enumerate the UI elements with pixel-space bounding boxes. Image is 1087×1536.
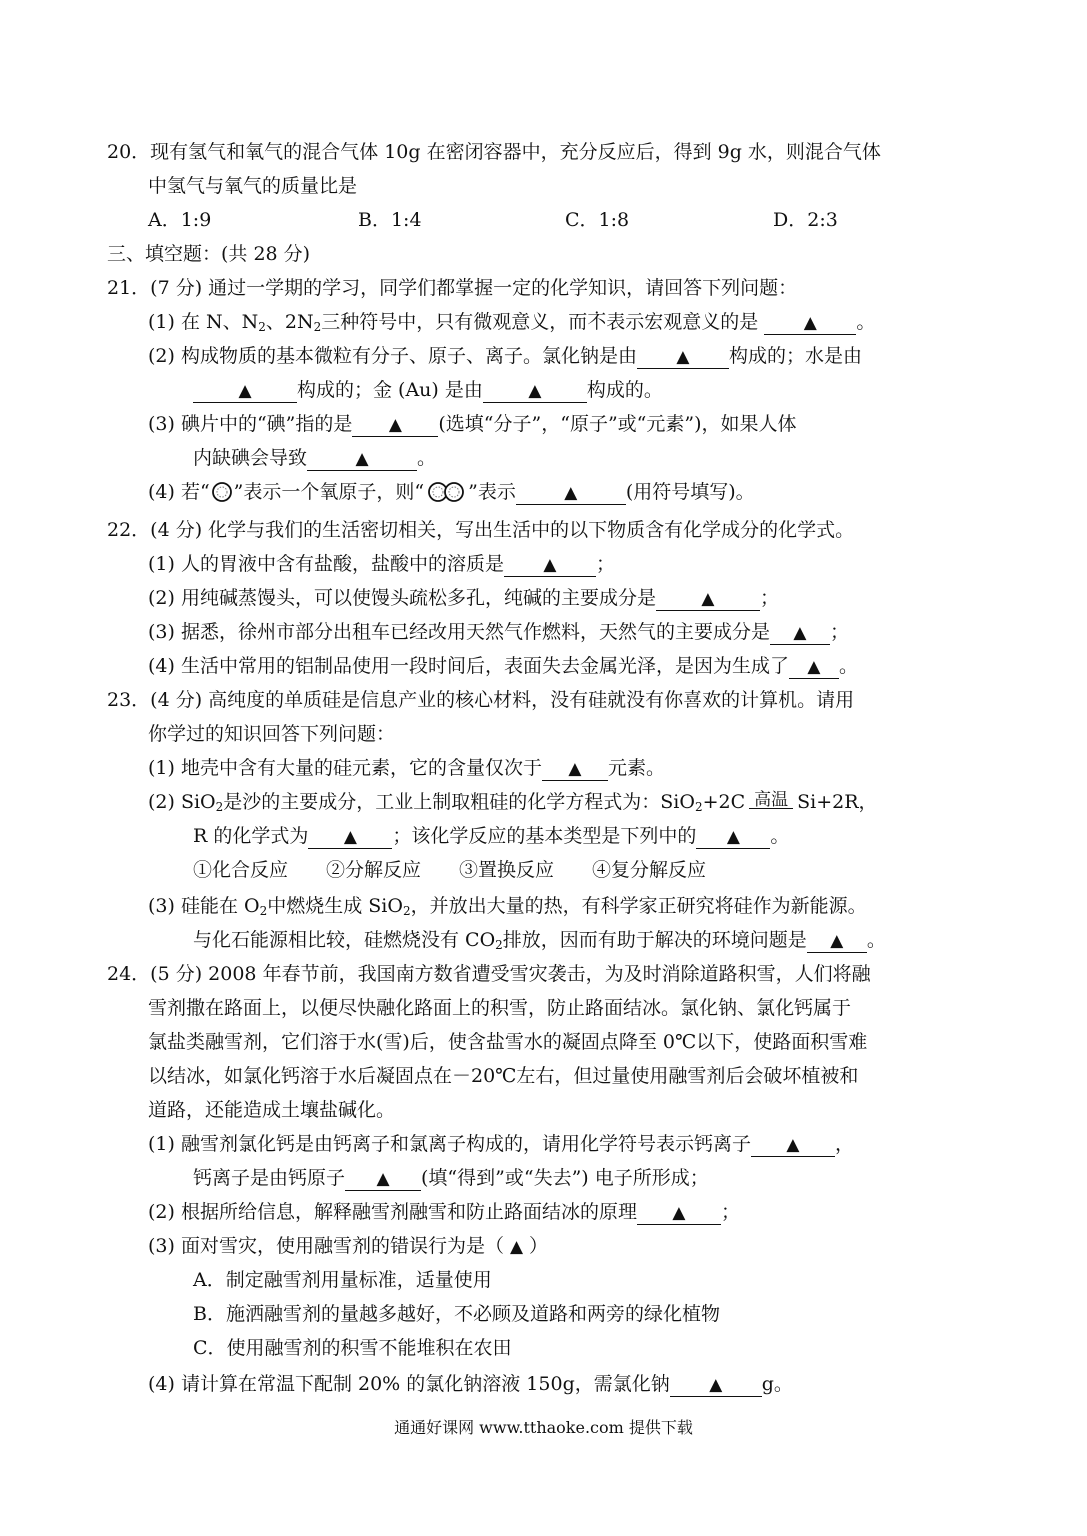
q24-option-c: C．使用融雪剂的积雪不能堆积在农田 [193,1337,512,1359]
answer-blank[interactable]: ▲ [352,413,438,437]
q23-reaction-types: ①化合反应 ②分解反应 ③置换反应 ④复分解反应 [193,859,707,881]
reaction-condition: 高温 [745,788,797,816]
answer-blank[interactable]: ▲ [637,1201,721,1225]
q22-part2: (2) 用纯碱蒸馒头，可以使馒头疏松多孔，纯碱的主要成分是 ▲ ； [148,587,779,609]
q23-part3-line2: 与化石能源相比较，硅燃烧没有 $CO_2$排放，因而有助于解决的环境问题是 ▲ 。 [193,929,886,952]
answer-blank[interactable]: ▲ [656,587,760,611]
q22-stem: 22．(4 分) 化学与我们的生活密切相关，写出生活中的以下物质含有化学成分的化学式。 [107,519,855,541]
q20-stem-line1: 20．现有氢气和氧气的混合气体 10g 在密闭容器中，充分反应后，得到 9g 水，则混合气体 [107,141,881,163]
q22-part4: (4) 生活中常用的铝制品使用一段时间后，表面失去金属光泽，是因为生成了 ▲ 。 [148,655,858,677]
q21-part4: (4) 若“ ”表示一个氧原子，则“ ”表示 ▲ (用符号填写)。 [148,481,755,503]
q23-part2-line1: (2) SiO$_2$是沙的主要成分，工业上制取粗硅的化学方程式为：SiO$_2$+2C 高温 Si+2R， [148,790,878,814]
q21-part1: (1) 在 N、$N_2$、$2N_2$三种符号中，只有微观意义，而不表示宏观意义的是 ▲ 。 [148,311,876,334]
q23-part2-line2: R 的化学式为 ▲ ；该化学反应的基本类型是下列中的 ▲ 。 [193,825,790,847]
q21-part2-line1: (2) 构成物质的基本微粒有分子、原子、离子。氯化钠是由 ▲ 构成的；水是由 [148,345,862,367]
answer-marker[interactable]: ▲ [509,1237,524,1257]
q21-part3-line2: 内缺碘会导致 ▲ 。 [193,447,437,469]
q24-stem-line3: 氯盐类融雪剂，它们溶于水(雪)后，使含盐雪水的凝固点降至 0℃以下，使路面积雪难 [148,1031,868,1053]
q24-option-b: B．施洒融雪剂的量越多越好，不必顾及道路和两旁的绿化植物 [193,1303,720,1325]
q24-option-a: A．制定融雪剂用量标准，适量使用 [193,1269,492,1291]
q24-stem-line4: 以结冰，如氯化钙溶于水后凝固点在－20℃左右，但过量使用融雪剂后会破坏植被和 [148,1065,859,1087]
q24-stem-line1: 24．(5 分) 2008 年春节前，我国南方数省遭受雪灾袭击，为及时消除道路积雪，人们将融 [107,963,871,985]
answer-blank[interactable]: ▲ [696,825,770,849]
answer-blank[interactable]: ▲ [542,757,608,781]
answer-blank[interactable]: ▲ [807,929,867,953]
page-footer: 通通好课网 www.tthaoke.com 提供下载 [394,1418,693,1437]
q23-stem-line2: 你学过的知识回答下列问题： [148,723,396,745]
q24-part3: (3) 面对雪灾，使用融雪剂的错误行为是（ ▲ ） [148,1235,549,1257]
answer-blank[interactable]: ▲ [483,379,587,403]
oxygen-molecule-icon [424,481,468,503]
q21-stem: 21．(7 分) 通过一学期的学习，同学们都掌握一定的化学知识，请回答下列问题： [107,277,798,299]
answer-blank[interactable]: ▲ [193,379,297,403]
q23-stem-line1: 23．(4 分) 高纯度的单质硅是信息产业的核心材料，没有硅就没有你喜欢的计算机。请用 [107,689,855,711]
q20-option-c: C．1:8 [565,209,630,231]
answer-blank[interactable]: ▲ [764,311,856,335]
answer-blank[interactable]: ▲ [637,345,729,369]
q23-part1: (1) 地壳中含有大量的硅元素，它的含量仅次于 ▲ 元素。 [148,757,665,779]
q24-part4: (4) 请计算在常温下配制 20% 的氯化钠溶液 150g，需氯化钠 ▲ g。 [148,1373,793,1395]
q20-option-d: D．2:3 [773,209,838,231]
answer-blank[interactable]: ▲ [516,481,626,505]
q23-part3-line1: (3) 硅能在 $O_2$中燃烧生成 SiO$_2$，并放出大量的热，有科学家正研究将硅作为新能源。 [148,895,867,918]
q22-part3: (3) 据悉，徐州市部分出租车已经改用天然气作燃料，天然气的主要成分是 ▲ ； [148,621,849,643]
oxygen-atom-icon [210,481,234,503]
q20-stem-line2: 中氢气与氧气的质量比是 [148,175,358,197]
answer-blank[interactable]: ▲ [770,621,830,645]
q22-part1: (1) 人的胃液中含有盐酸，盐酸中的溶质是 ▲ ； [148,553,615,575]
answer-blank[interactable]: ▲ [789,655,839,679]
q24-part1-line1: (1) 融雪剂氯化钙是由钙离子和氯离子构成的，请用化学符号表示钙离子 ▲ ， [148,1133,854,1155]
q24-stem-line5: 道路，还能造成土壤盐碱化。 [148,1099,396,1121]
answer-blank[interactable]: ▲ [670,1373,762,1397]
q24-part1-line2: 钙离子是由钙原子 ▲ (填“得到”或“失去”) 电子所形成； [193,1167,709,1189]
answer-blank[interactable]: ▲ [751,1133,835,1157]
q20-option-b: B．1:4 [358,209,422,231]
answer-blank[interactable]: ▲ [307,447,417,471]
q24-part2: (2) 根据所给信息，解释融雪剂融雪和防止路面结冰的原理 ▲ ； [148,1201,740,1223]
answer-blank[interactable]: ▲ [504,553,596,577]
answer-blank[interactable]: ▲ [345,1167,421,1191]
q21-part2-line2: ▲ 构成的；金 (Au) 是由 ▲ 构成的。 [193,376,663,404]
q21-part3-line1: (3) 碘片中的“碘”指的是 ▲ (选填“分子”，“原子”或“元素”)，如果人体 [148,413,797,435]
answer-blank[interactable]: ▲ [308,825,392,849]
section-heading: 三、填空题：(共 28 分) [107,243,311,265]
q24-stem-line2: 雪剂撒在路面上，以便尽快融化路面上的积雪，防止路面结冰。氯化钠、氯化钙属于 [148,997,852,1019]
q20-option-a: A．1:9 [148,209,212,231]
